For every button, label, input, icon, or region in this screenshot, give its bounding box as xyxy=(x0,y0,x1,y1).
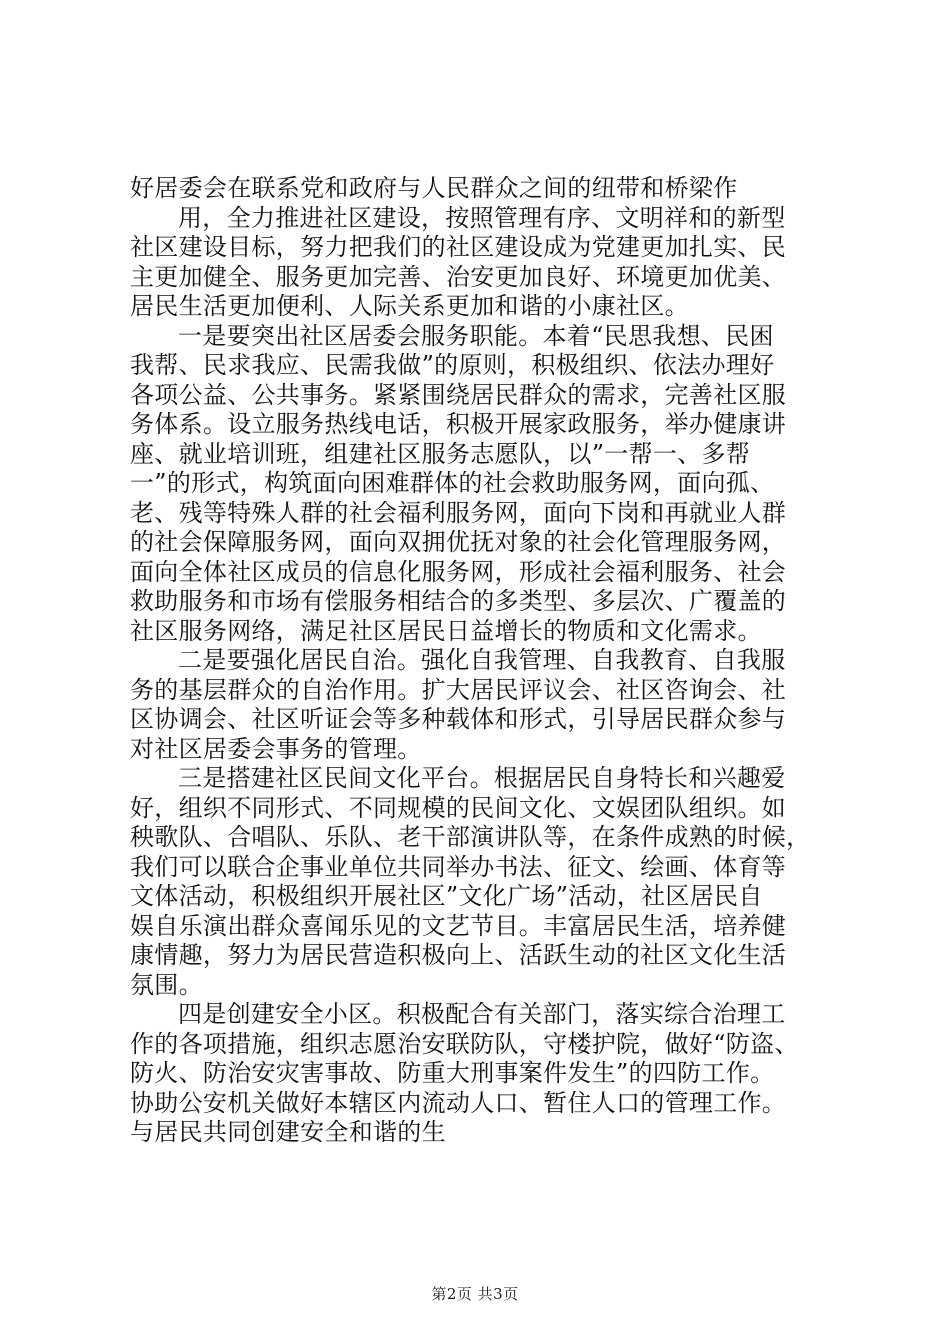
text-line: 主更加健全、服务更加完善、治安更加良好、环境更加优美、 xyxy=(130,262,787,291)
text-line: 的社会保障服务网，面向双拥优抚对象的社会化管理服务网， xyxy=(130,528,787,556)
text-line: 面向全体社区成员的信息化服务网，形成社会福利服务、社会 xyxy=(130,557,787,586)
text-line: 作的各项措施，组织志愿治安联防队，守楼护院，做好“防盗、 xyxy=(130,1029,799,1058)
text-line: 区协调会、社区听证会等多种载体和形式，引导居民群众参与 xyxy=(130,705,787,733)
text-line: 老、残等特殊人群的社会福利服务网，面向下岗和再就业人群 xyxy=(130,498,787,527)
text-line: 文体活动，积极组织开展社区”文化广场”活动，社区居民自 xyxy=(130,882,763,910)
text-line: 二是要强化居民自治。强化自我管理、自我教育、自我服 xyxy=(178,646,786,674)
text-line: 一是要突出社区居委会服务职能。本着“民思我想、民困 xyxy=(178,321,774,350)
text-line: 我帮、民求我应、民需我做”的原则，积极组织、依法办理好 xyxy=(130,351,775,379)
text-line: 各项公益、公共事务。紧紧围绕居民群众的需求，完善社区服 xyxy=(130,380,787,409)
text-line: 居民生活更加便利、人际关系更加和谐的小康社区。 xyxy=(130,292,689,320)
text-line: 防火、防治安灾害事故、防重大刑事案件发生”的四防工作。 xyxy=(130,1059,775,1087)
text-line: 我们可以联合企事业单位共同举办书法、征文、绘画、体育等 xyxy=(130,852,787,881)
text-line: 用，全力推进社区建设，按照管理有序、文明祥和的新型 xyxy=(178,203,786,232)
text-line: 对社区居委会事务的管理。 xyxy=(130,734,422,763)
text-line: 务体系。设立服务热线电话，积极开展家政服务，举办健康讲 xyxy=(130,410,787,438)
text-line: 协助公安机关做好本辖区内流动人口、暂住人口的管理工作。 xyxy=(130,1088,787,1117)
text-line: 与居民共同创建安全和谐的生 xyxy=(130,1118,446,1146)
text-line: 座、就业培训班，组建社区服务志愿队，以”一帮一、多帮 xyxy=(130,439,751,468)
text-line: 四是创建安全小区。积极配合有关部门，落实综合治理工 xyxy=(178,1000,786,1028)
text-line: 康情趣，努力为居民营造积极向上、活跃生动的社区文化生活 xyxy=(130,941,787,969)
text-line: 秧歌队、合唱队、乐队、老干部演讲队等，在条件成熟的时候， xyxy=(130,823,811,851)
text-line: 氛围。 xyxy=(130,970,203,999)
text-line: 娱自乐演出群众喜闻乐见的文艺节目。丰富居民生活，培养健 xyxy=(130,911,787,940)
text-line: 好居委会在联系党和政府与人民群众之间的纽带和桥梁作 xyxy=(130,174,738,202)
text-line: 社区建设目标，努力把我们的社区建设成为党建更加扎实、民 xyxy=(130,233,787,261)
page-number-footer: 第2页 共3页 xyxy=(431,1285,519,1303)
text-line: 救助服务和市场有偿服务相结合的多类型、多层次、广覆盖的 xyxy=(130,587,787,615)
text-line: 好，组织不同形式、不同规模的民间文化、文娱团队组织。如 xyxy=(130,793,787,822)
document-body xyxy=(130,174,830,1148)
text-line: 一”的形式，构筑面向困难群体的社会救助服务网，面向孤、 xyxy=(130,469,775,497)
text-line: 社区服务网络，满足社区居民日益增长的物质和文化需求。 xyxy=(130,616,762,645)
text-line: 三是搭建社区民间文化平台。根据居民自身特长和兴趣爱 xyxy=(178,764,786,792)
text-line: 务的基层群众的自治作用。扩大居民评议会、社区咨询会、社 xyxy=(130,675,787,704)
